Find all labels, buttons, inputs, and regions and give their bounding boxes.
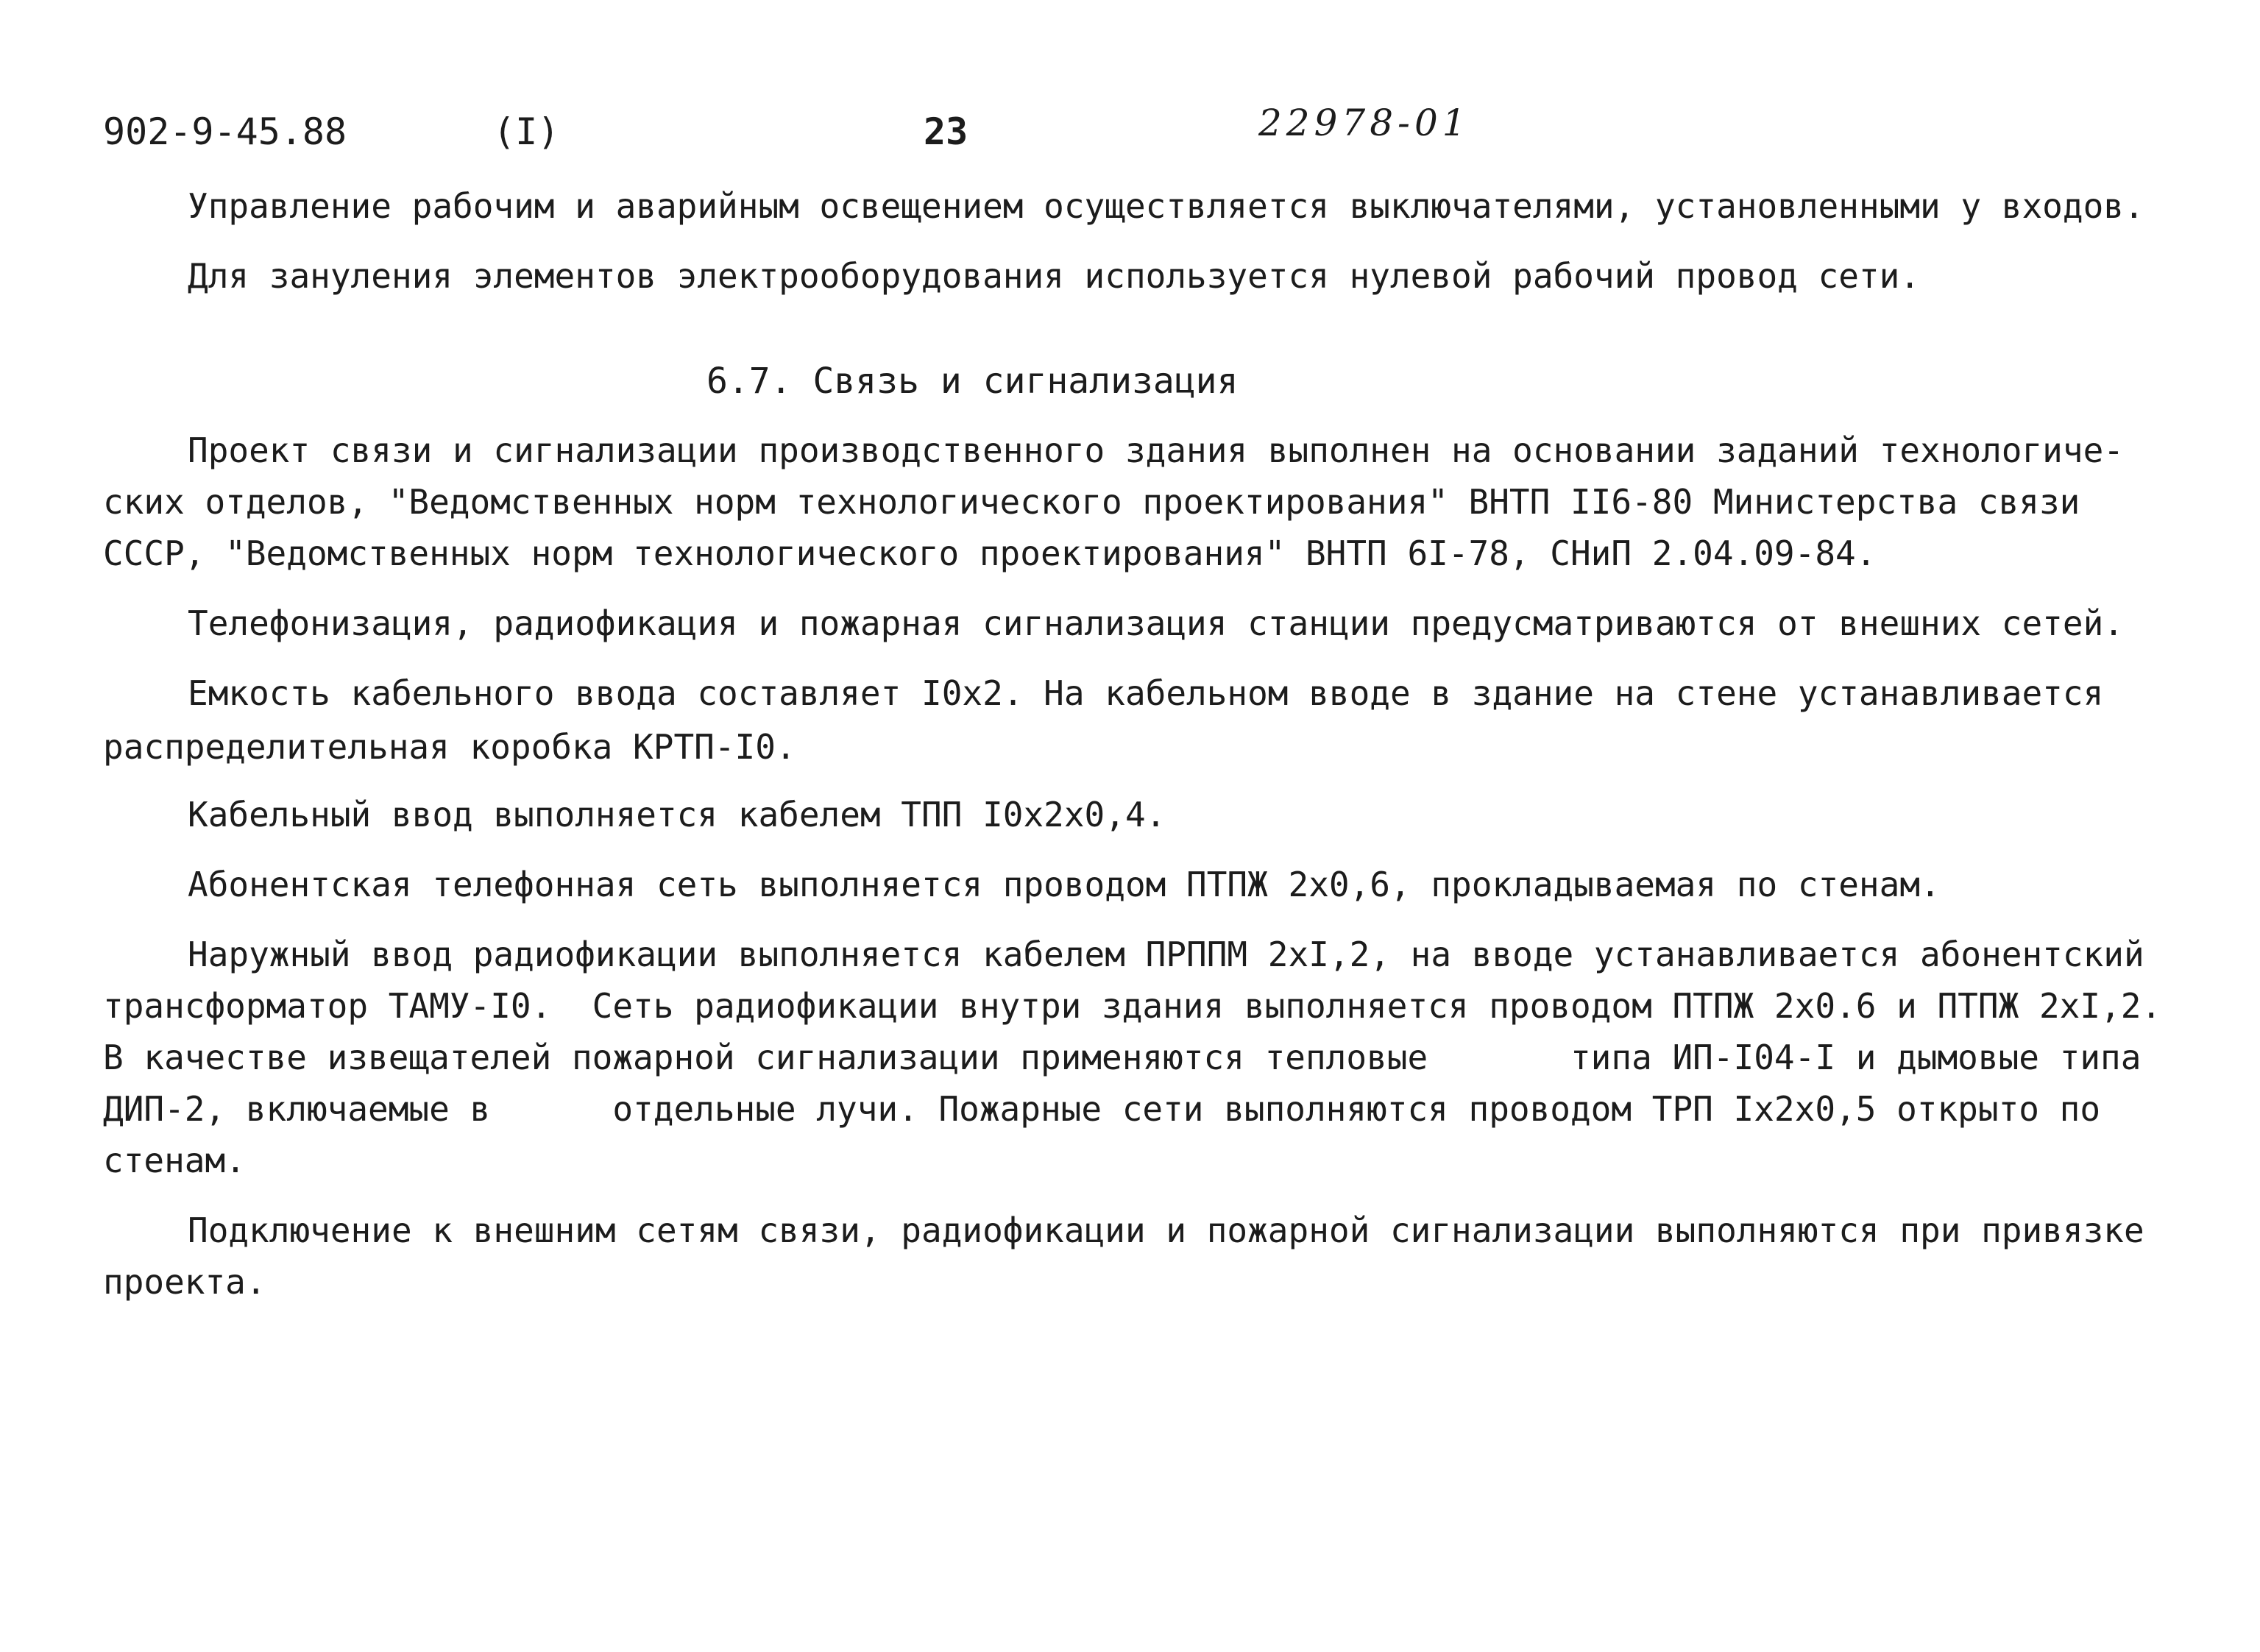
paragraph-line: распределительная коробка КРТП-I0. — [103, 727, 796, 767]
paragraph-line: В качестве извещателей пожарной сигнализации применяются тепловые типа ИП-I04-I и дымовые типа — [103, 1038, 2142, 1077]
handwritten-inventory-number: 22978-01 — [1258, 102, 1470, 144]
page-number: 23 — [924, 110, 968, 153]
paragraph-line: проекта. — [103, 1262, 266, 1302]
paragraph-line: Проект связи и сигнализации производственного здания выполнен на основании заданий технологиче- — [188, 430, 2124, 470]
paragraph-line: Кабельный ввод выполняется кабелем ТПП I0х2х0,4. — [188, 795, 1166, 834]
lighting-control-text: Управление рабочим и аварийным освещением осуществляется выключателями, установленными у входов. — [188, 186, 2144, 226]
paragraph-line: СССР, "Ведомственных норм технологического проектирования" ВНТП 6I-78, СНиП 2.04.09-84. — [103, 533, 1877, 573]
paragraph-line: Емкость кабельного ввода составляет I0х2. На кабельном вводе в здание на стене устанавливается — [188, 673, 2104, 713]
paragraph-line: ДИП-2, включаемые в отдельные лучи. Пожарные сети выполняются проводом ТРП Iх2х0,5 открыто по — [103, 1089, 2101, 1129]
section-heading: 6.7. Связь и сигнализация — [706, 361, 1239, 402]
paragraph-line: трансформатор ТАМУ-I0. Сеть радиофикации внутри здания выполняется проводом ПТПЖ 2х0.6 и ПТПЖ 2хI,2. — [103, 986, 2162, 1026]
part-number: (I) — [493, 110, 560, 153]
paragraph-line: Телефонизация, радиофикация и пожарная сигнализация станции предусматриваются от внешних сетей. — [188, 603, 2124, 643]
grounding-text: Для зануления элементов электрооборудования используется нулевой рабочий провод сети. — [188, 256, 1921, 296]
paragraph-line: Наружный ввод радиофикации выполняется кабелем ПРППМ 2хI,2, на вводе устанавливается абонентский — [188, 935, 2144, 974]
paragraph-line: Абонентская телефонная сеть выполняется проводом ПТПЖ 2х0,6, прокладываемая по стенам. — [188, 865, 1941, 904]
paragraph-line: Подключение к внешним сетям связи, радиофикации и пожарной сигнализации выполняются при привязке — [188, 1210, 2144, 1250]
paragraph-line: стенам. — [103, 1141, 246, 1180]
paragraph-line: ских отделов, "Ведомственных норм технологического проектирования" ВНТП II6-80 Министерства связи — [103, 482, 2080, 522]
document-code: 902-9-45.88 — [103, 110, 347, 153]
